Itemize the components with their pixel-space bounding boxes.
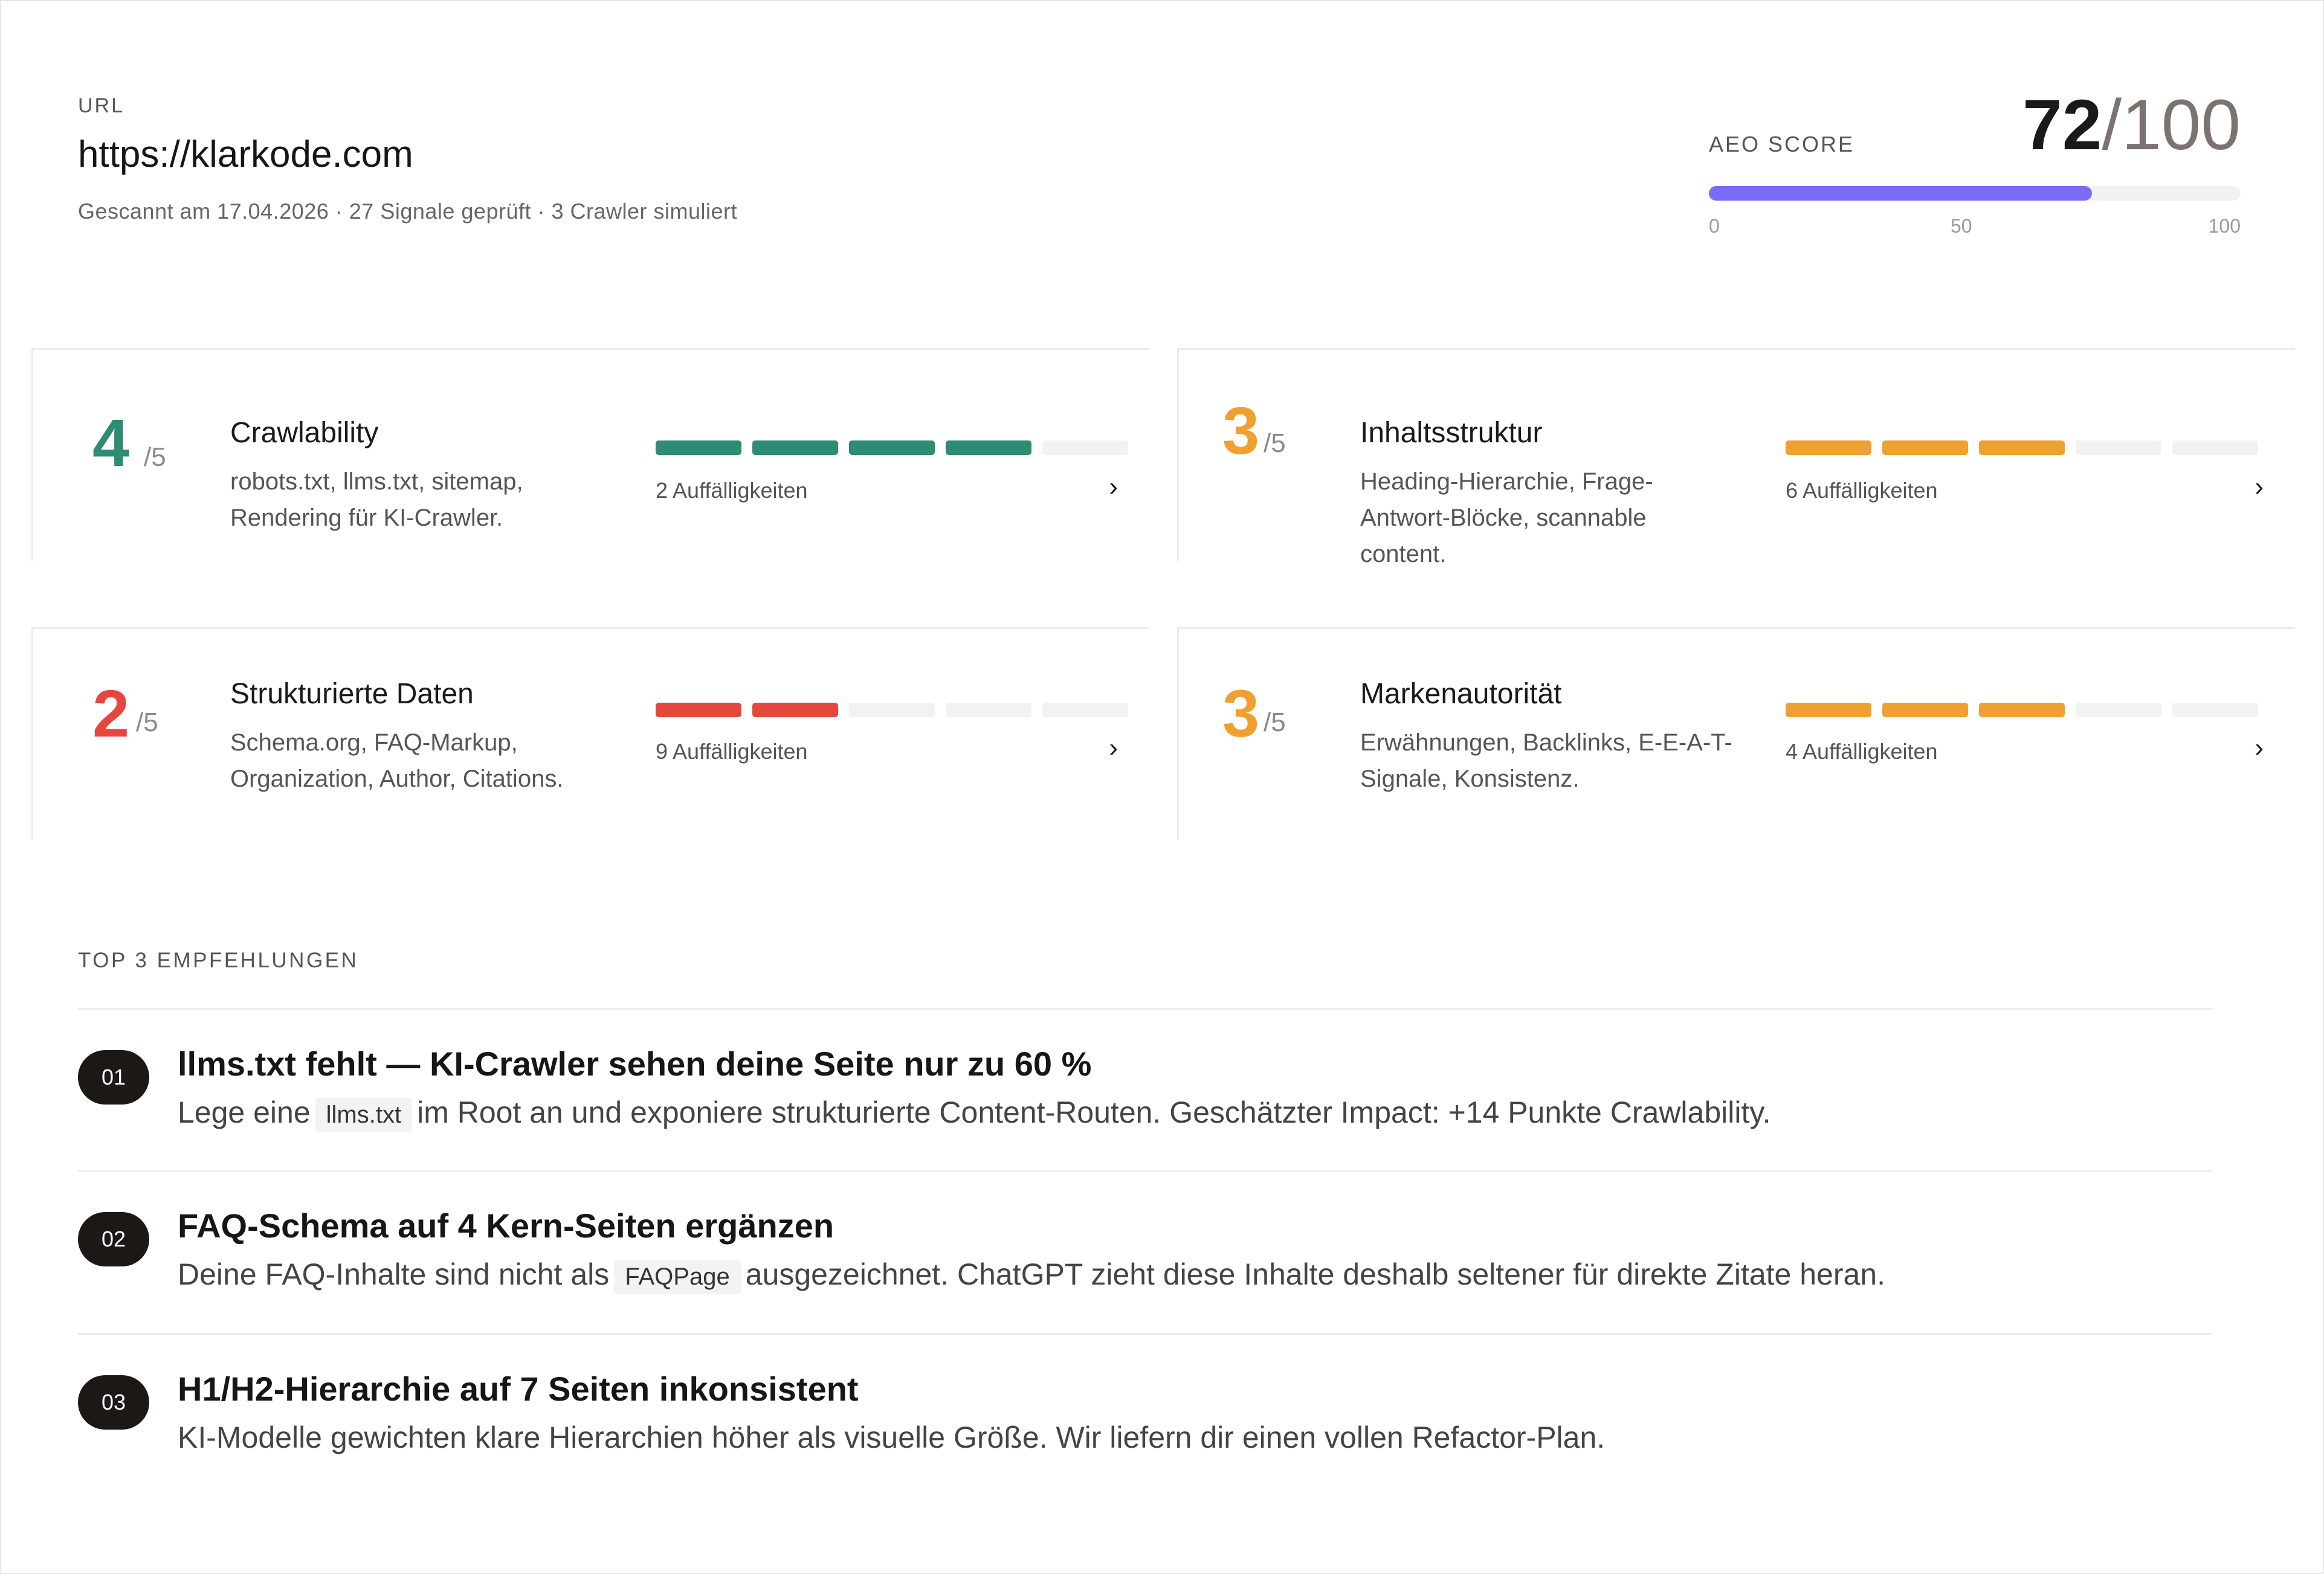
chevron-right-icon[interactable]: ›	[2255, 733, 2264, 763]
category-description: Heading-Hierarchie, Frage-Antwort-Blöcke, scannable content.	[1360, 468, 1653, 567]
aeo-score-number: 72	[2022, 85, 2102, 165]
score-segment-empty	[1042, 703, 1128, 717]
category-score: 3	[1222, 394, 1260, 468]
score-segment-filled	[1882, 703, 1968, 717]
divider	[78, 1170, 2212, 1172]
score-segment-empty	[946, 703, 1031, 717]
score-segment-filled	[656, 440, 741, 455]
url-label: URL	[78, 94, 125, 117]
category-score-denominator: /5	[136, 708, 158, 737]
aeo-tick-0: 0	[1709, 215, 1720, 237]
chevron-right-icon[interactable]: ›	[1109, 472, 1118, 502]
category-card-inhaltsstruktur[interactable]	[1177, 348, 2295, 567]
score-segment-filled	[1882, 440, 1968, 455]
recommendation-text-after: ausgezeichnet. ChatGPT zieht diese Inhalte deshalb seltener für direkte Zitate heran.	[745, 1257, 1886, 1291]
category-score-segments	[1786, 440, 2269, 455]
score-segment-filled	[1979, 440, 2065, 455]
category-description: Schema.org, FAQ-Markup, Organization, Author, Citations.	[230, 729, 564, 792]
recommendation-text-before: Deine FAQ-Inhalte sind nicht als	[178, 1257, 610, 1291]
category-title: Strukturierte Daten	[230, 678, 474, 710]
score-segment-filled	[752, 703, 838, 717]
category-issues-count: 9 Auffälligkeiten	[656, 739, 808, 764]
category-issues-count: 6 Auffälligkeiten	[1786, 478, 1938, 503]
category-title: Inhaltsstruktur	[1360, 417, 1543, 449]
category-score-segments	[1786, 703, 2269, 717]
aeo-score-label: AEO SCORE	[1709, 132, 1855, 156]
aeo-score-bar-fill	[1709, 186, 2092, 201]
recommendation-number-badge: 01	[78, 1050, 149, 1105]
category-description: robots.txt, llms.txt, sitemap, Rendering für KI-Crawler.	[230, 468, 523, 531]
score-segment-empty	[2076, 703, 2161, 717]
recommendation-title: FAQ-Schema auf 4 Kern-Seiten ergänzen	[178, 1207, 834, 1245]
recommendation-title: llms.txt fehlt — KI-Crawler sehen deine Seite nur zu 60 %	[178, 1045, 1092, 1083]
category-card-strukturierte-daten[interactable]	[31, 627, 1149, 840]
aeo-score-block	[1709, 86, 2241, 243]
score-segment-empty	[2172, 440, 2258, 455]
divider	[78, 1333, 2212, 1335]
category-score: 3	[1222, 677, 1260, 751]
recommendation-text-before: KI-Modelle gewichten klare Hierarchien höher als visuelle Größe. Wir liefern dir einen vollen Refactor-Plan.	[178, 1421, 1606, 1454]
scan-meta: Gescannt am 17.04.2026 · 27 Signale geprüft · 3 Crawler simuliert	[78, 199, 738, 224]
category-description: Erwähnungen, Backlinks, E-E-A-T-Signale, Konsistenz.	[1360, 729, 1732, 792]
recommendation-text	[178, 1095, 1771, 1132]
score-segment-empty	[1042, 440, 1128, 455]
category-score: 2	[92, 677, 130, 751]
category-score-denominator: /5	[144, 442, 166, 472]
category-score: 4	[92, 406, 130, 480]
recommendation-item[interactable]	[78, 1335, 2212, 1480]
score-segment-filled	[1979, 703, 2065, 717]
category-score-segments	[656, 440, 1139, 455]
score-segment-empty	[2076, 440, 2161, 455]
score-segment-filled	[946, 440, 1031, 455]
score-segment-filled	[849, 440, 935, 455]
recommendation-text-before: Lege eine	[178, 1095, 311, 1129]
recommendation-title: H1/H2-Hierarchie auf 7 Seiten inkonsistent	[178, 1370, 859, 1408]
category-title: Markenautorität	[1360, 678, 1562, 710]
category-card-markenautoritaet[interactable]	[1177, 627, 2295, 840]
aeo-score-max: /100	[2102, 85, 2241, 165]
chevron-right-icon[interactable]: ›	[1109, 733, 1118, 763]
recommendation-text	[178, 1257, 1885, 1294]
category-score-denominator: /5	[1264, 428, 1286, 458]
score-segment-filled	[1786, 440, 1871, 455]
aeo-score-bar	[1709, 186, 2241, 201]
recommendation-item[interactable]	[78, 1010, 2212, 1155]
recommendations-heading: TOP 3 EMPFEHLUNGEN	[78, 949, 359, 972]
score-segment-filled	[1786, 703, 1871, 717]
category-issues-count: 4 Auffälligkeiten	[1786, 739, 1938, 764]
category-issues-count: 2 Auffälligkeiten	[656, 478, 808, 503]
recommendation-item[interactable]	[78, 1172, 2212, 1317]
score-segment-filled	[656, 703, 741, 717]
category-score-denominator: /5	[1264, 708, 1286, 737]
aeo-tick-50: 50	[1951, 215, 1972, 237]
score-segment-empty	[2172, 703, 2258, 717]
divider	[78, 1008, 2212, 1010]
scanned-url[interactable]: https://klarkode.com	[78, 134, 413, 175]
recommendation-number-badge: 02	[78, 1212, 149, 1266]
recommendation-text-after: im Root an und exponiere strukturierte Content-Routen. Geschätzter Impact: +14 Punkte Crawlability.	[417, 1095, 1771, 1129]
category-card-crawlability[interactable]	[31, 348, 1149, 561]
score-segment-filled	[752, 440, 838, 455]
category-score-segments	[656, 703, 1139, 717]
chevron-right-icon[interactable]: ›	[2255, 472, 2264, 502]
inline-code: FAQPage	[614, 1260, 740, 1294]
score-segment-empty	[849, 703, 935, 717]
recommendation-text	[178, 1420, 1605, 1455]
aeo-tick-100: 100	[2208, 215, 2241, 237]
category-title: Crawlability	[230, 417, 379, 449]
recommendation-number-badge: 03	[78, 1375, 149, 1430]
aeo-score-value	[2022, 86, 2241, 164]
inline-code: llms.txt	[315, 1098, 412, 1132]
